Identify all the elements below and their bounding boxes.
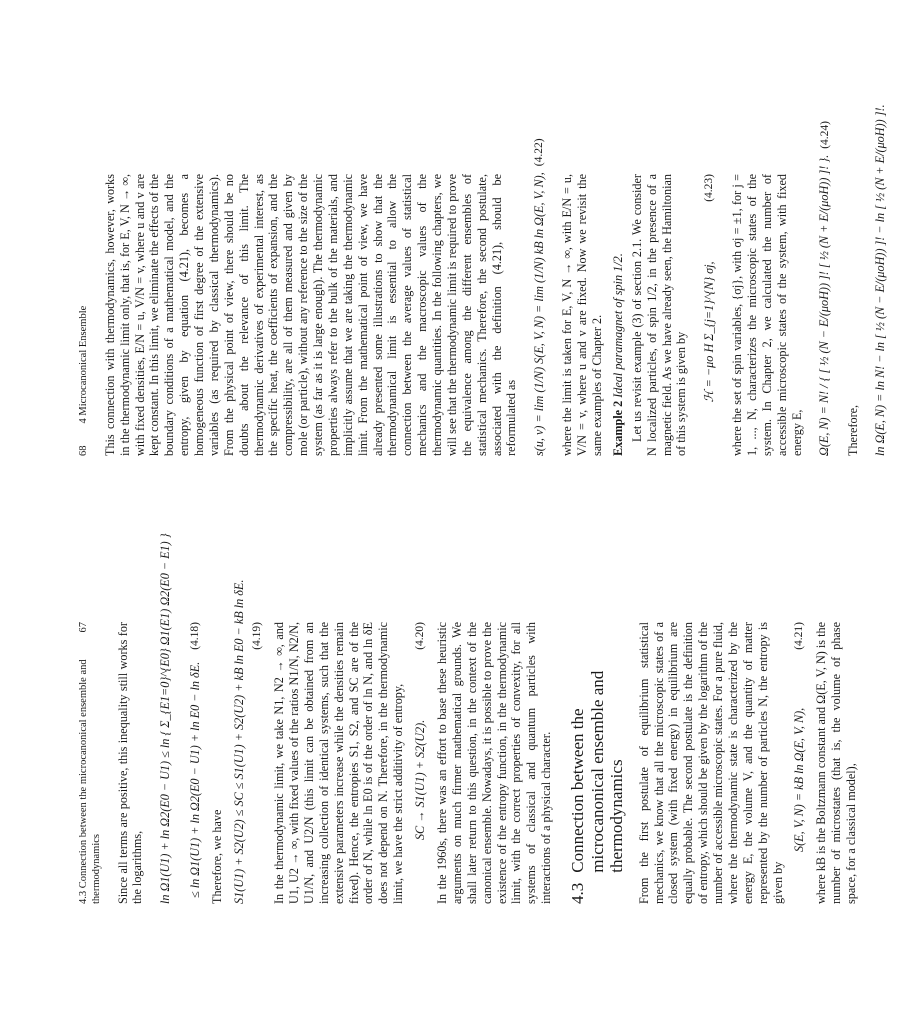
equation-body: Ω(E, N) = N! / { [ ½ (N − E/(μoH)) ]! [ ½ (N + E/(μoH)) ]! }. [817,154,832,456]
equation-body: SC → S1(U1) + S2(U2). [412,719,427,841]
equation-body: ℋ = −μo H Σ_{j=1}^{N} σj, [701,261,716,403]
equation [810,120,840,456]
running-head [78,622,104,904]
equation-number: (4.20) [414,622,427,650]
paragraph: In the 1960s, there was an effort to base these heuristic arguments on much firmer mathematical grounds. We shall later return to this question, in the context of the canonical ensemble. Nowadays, it is possible to prove the existence of the entropy function, in the thermodynamic limit, with the correct properties of convexity, for all systems of classical and quantum particles with interactions of a physical character. [435,622,554,904]
paragraph: where the set of spin variables, {σj}, with σj = ±1, for j = 1, ..., N, characterizes the microscopic states of the system. In Chapter 2, we calculated the number of accessible microscopic states of the system, with fixed energy E, [730,174,804,456]
equation-body: s(u, v) = lim (1/N) S(E, V, N) = lim (1/N) kB ln Ω(E, V, N), [531,172,546,456]
paragraph: From the first postulate of equilibrium statistical mechanics, we know that all the microscopic states of a closed system (with fixed energy) in equilibrium are equally probable. The second postulate is the definition of entropy, which should be given by the logarithm of the number of accessible microscopic states. For a pure fluid, where the thermodynamic state is characterized by the energy E, the volume V, and the quantity of matter represented by the number of particles N, the entropy is given by [636,622,785,904]
equation-number: (4.19) [251,622,264,650]
paragraph: Let us revisit example (3) of section 2.1. We consider N localized particles, of spin 1/2, in the presence of a magnetic field. As we have already seen, the Hamiltonian of this system is given by [629,174,689,456]
running-head-title: 4 Microcanonical Ensemble [78,305,89,424]
section-number: 4.3 [568,882,588,904]
paragraph: Therefore, we have [210,809,225,904]
equation [866,104,896,456]
example-title: Ideal paramagnet of spin 1/2. [610,253,625,398]
equation [186,622,204,904]
example-heading [611,174,626,456]
example-label: Example 2 [610,400,625,456]
equation-body: ln Ω(E, N) = ln N! − ln [ ½ (N − E/(μoH)) ]! − ln [ ½ (N + E/(μoH)) ]!. [873,104,888,456]
left-page [78,533,863,904]
equation [524,138,554,456]
right-page [78,104,902,456]
equation-body: ≤ ln Ω1(U1) + ln Ω2(E0 − U1) + ln E0 − ln δE. [187,661,202,898]
equation [411,622,429,904]
equation-body: S1(U1) + S2(U2) ≤ SC ≤ S1(U1) + S2(U2) + kB ln E0 − kB ln δE. [231,579,246,904]
equation-body: ln Ω1(U1) + ln Ω2(E0 − U1) ≤ ln { Σ_{E1=0}^{E0} Ω1(E1) Ω2(E0 − E1) } [157,533,172,904]
equation [230,579,248,904]
section-title: Connection between the microcanonical ensemble and thermodynamics [568,670,627,873]
paragraph: where the limit is taken for E, V, N → ∞, with E/N = u, V/N = v, where u and v are fixed. Now we revisit the same examples of Chapter 2. [560,174,605,456]
paragraph: where kB is the Boltzmann constant and Ω(E, V, N) is the number of microstates (that is, the volume of phase space, for a classical model), [814,622,859,904]
equation-number-row [248,622,266,904]
equation-number: (4.18) [189,622,202,650]
equation-body: S(E, V, N) = kB ln Ω(E, V, N), [792,707,807,852]
equation [150,533,180,904]
paragraph: This connection with thermodynamics, however, works in the thermodynamic limit only, that is, for E, V, N → ∞, with fixed densities, E/N = u, V/N = v, where u and v are kept constant. In this limit, we eliminate the effects of the boundary conditions of a mathematical model, and the entropy, given by equation (4.21), becomes a homogeneous function of first degree of the extensive variables (as required by classical thermodynamics). From the physical point of view, there should be no doubts about the relevance of this limit. The thermodynamic derivatives of experimental interest, as the specific heat, the coefficients of expansion, and the compressibility, are all of them measured and given by mole (or particle), without any reference to the size of the system (as far as it is large enough). The thermodynamic properties always refer to the bulk of the materials, and implicitly assume that we are taking the thermodynamic limit. From the mathematical point of view, we have already presented some illustrations to show that the thermodynamical limit is essential to allow the connection between the average values of statistical mechanics and the macroscopic values of the thermodynamic quantities. In the following chapters, we will see that the thermodynamic limit is required to prove the equivalence among the different ensembles of statistical mechanics. Therefore, the second postulate, associated with the definition (4.21), should be reformulated as [102,174,519,456]
running-head-title: 4.3 Connection between the microcanonical ensemble and thermodynamics [78,659,102,904]
paragraph: In the thermodynamic limit, we take N1, N2 → ∞, and U1, U2 → ∞, with fixed values of the ratios N1/N, N2/N, U1/N, and U2/N (this limit can be obtained from an increasing collection of identical systems, such that the extensive parameters increase while the densities remain fixed). Hence, the entropies S1, S2, and SC are of the order of N, while ln E0 is of the order of ln N, and ln δE does not depend on N. Therefore, in the thermodynamic limit, we have the strict additivity of entropy, [272,622,406,904]
running-head [78,174,91,456]
section-heading [568,622,627,904]
equation-number: (4.24) [818,120,831,149]
equation-number: (4.22) [533,138,546,167]
equation-number: (4.23) [703,174,716,202]
paragraph: Since all terms are positive, this inequality still works for the logarithms, [115,622,145,904]
equation [694,174,724,456]
paragraph: Therefore, [845,404,860,456]
page-number: 67 [78,622,89,633]
page-number: 68 [78,445,89,456]
equation [790,622,808,904]
equation-number: (4.21) [793,622,806,650]
